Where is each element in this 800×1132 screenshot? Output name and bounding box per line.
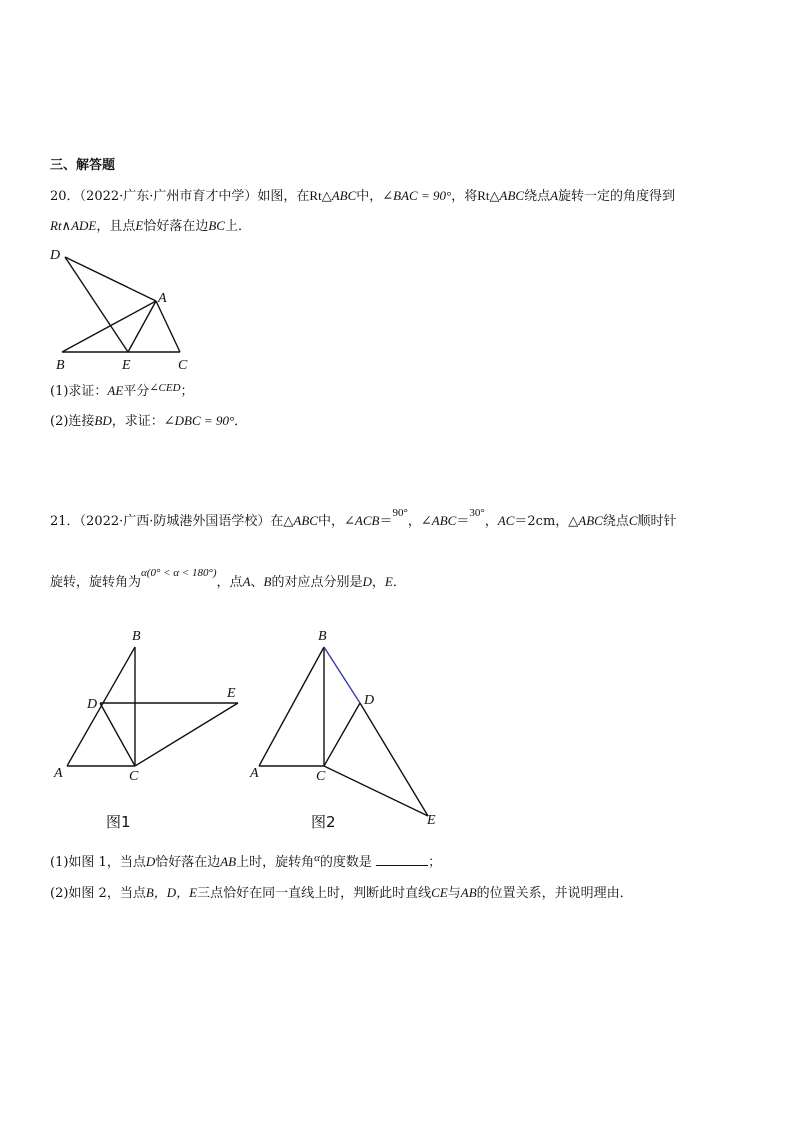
q20-label-D: D <box>50 248 61 263</box>
q20-number: 20． <box>50 189 80 204</box>
q21-line2: 旋转，旋转角为$^{\alpha(0^\circ < \alpha < 180^\circ)}$，点A、B的对应点分别是D，E． <box>50 567 406 590</box>
q20-part2: (2)连接BD，求证：∠DBC = 90°． <box>50 413 248 429</box>
fig2-label-E: E <box>427 813 436 828</box>
fig1-label-C: C <box>129 769 139 784</box>
q21-figure-1 <box>50 620 250 785</box>
fig2-label-D: D <box>364 693 375 708</box>
fig1-label-D: D <box>87 697 98 712</box>
q20-label-E: E <box>122 358 131 373</box>
fig2-label-C: C <box>316 769 326 784</box>
q20-figure <box>40 245 210 375</box>
fig1-seg-DC <box>100 703 135 766</box>
q21-part1: (1)如图 1，当点D恰好落在边AB上时，旋转角$^\alpha$的度数是 ； <box>50 852 442 870</box>
fig1-label-E: E <box>227 686 236 701</box>
q20-part1: (1)求证：AE平分$^{\angle CED}$； <box>50 382 194 399</box>
q20-label-C: C <box>178 358 188 373</box>
q20-label-A: A <box>158 291 167 306</box>
q20-seg-AC <box>156 301 180 352</box>
q21-figure-2 <box>250 620 450 830</box>
q20-source: （2022·广东·广州市育才中学） <box>79 189 258 204</box>
q20-seg-DE <box>65 257 128 352</box>
fig2-seg-AB <box>259 647 324 766</box>
fig1-label-A: A <box>54 766 63 781</box>
q21-source: （2022·广西·防城港外国语学校） <box>79 514 271 529</box>
fig2-caption: 图2 <box>311 813 336 831</box>
q20-seg-DA <box>65 257 156 301</box>
q20-line1: 20．（2022·广东·广州市育才中学）如图，在Rt△ABC中，∠BAC = 90°，将Rt△ABC绕点A旋转一定的角度得到 <box>50 188 676 204</box>
fig2-label-A: A <box>250 766 259 781</box>
q21-part2: (2)如图 2，当点B，D，E三点恰好在同一直线上时，判断此时直线CE与AB的位置关系，并说明理由． <box>50 885 633 901</box>
fig1-label-B: B <box>132 629 141 644</box>
fig1-seg-CE <box>135 703 238 766</box>
q21-number: 21． <box>50 514 80 529</box>
q20-line2: Rt∧ADE，且点E恰好落在边BC上． <box>50 218 251 234</box>
fig2-label-B: B <box>318 629 327 644</box>
q20-label-B: B <box>56 358 65 373</box>
q21-answer-blank[interactable] <box>376 853 428 866</box>
q21-line1: 21．（2022·广西·防城港外国语学校）在△ABC中，∠ACB＝$^{90^\circ}$，∠ABC＝$^{30^\circ}$，AC＝2cm，△ABC绕点C顺时针 <box>50 507 677 529</box>
fig1-caption: 图1 <box>106 813 131 831</box>
section-title: 三、解答题 <box>50 158 116 173</box>
fig2-seg-BD <box>324 647 360 703</box>
q20-angle-bac: ∠BAC = 90° <box>382 188 452 203</box>
fig2-seg-CD <box>324 703 360 766</box>
